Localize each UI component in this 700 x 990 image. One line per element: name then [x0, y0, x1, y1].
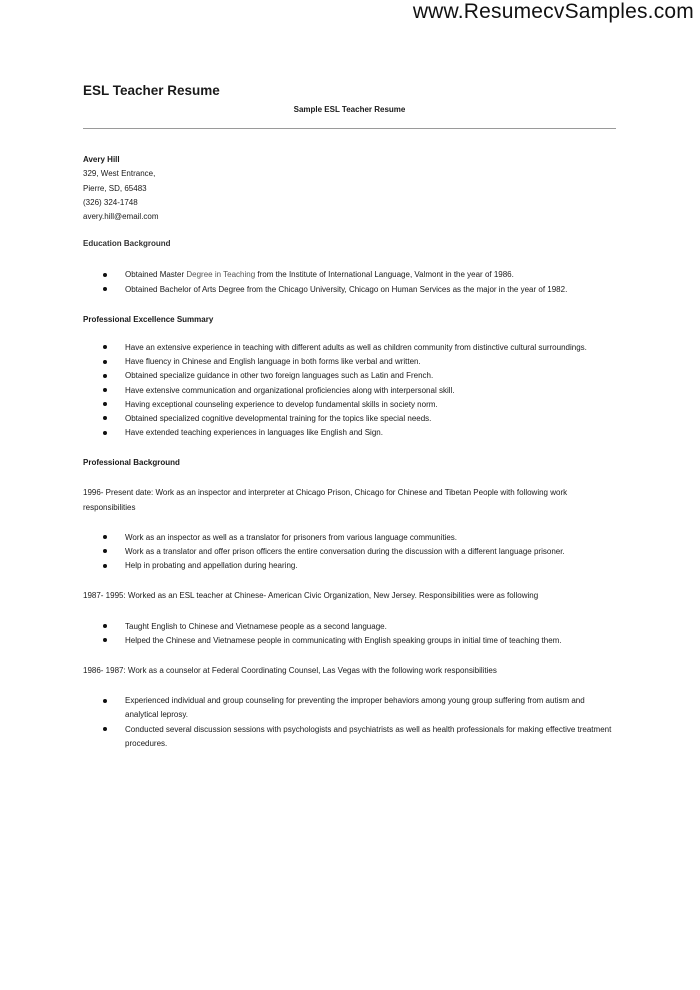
- background-heading: Professional Background: [83, 458, 180, 468]
- job-2-list: [83, 620, 616, 648]
- list-item: Help in probating and appellation during hearing.: [83, 559, 616, 573]
- address-line-1: 329, West Entrance,: [83, 169, 156, 179]
- list-item: Conducted several discussion sessions with psychologists and psychiatrists as well as health professionals for making effective treatment procedures.: [83, 723, 616, 751]
- job-1-summary: 1996- Present date: Work as an inspector and interpreter at Chicago Prison, Chicago for Chinese and Tibetan People with following work responsibilities: [83, 488, 568, 512]
- list-item: Experienced individual and group counseling for preventing the improper behaviors among young group suffering from autism and analytical leprosy.: [83, 694, 616, 722]
- list-item: [83, 268, 616, 282]
- list-item: Having exceptional counseling experience to develop fundamental skills in society norm.: [83, 398, 616, 412]
- resume-document: [83, 83, 616, 751]
- education-heading: Education Background: [83, 239, 171, 249]
- list-item: Have extended teaching experiences in languages like English and Sign.: [83, 426, 616, 440]
- degree-link[interactable]: Degree in Teaching: [186, 270, 256, 280]
- address-line-2: Pierre, SD, 65483: [83, 183, 147, 193]
- list-item: Taught English to Chinese and Vietnamese people as a second language.: [83, 620, 616, 634]
- job-1-list: [83, 531, 616, 574]
- resume-subtitle: Sample ESL Teacher Resume: [293, 105, 406, 114]
- list-item: Have fluency in Chinese and English language in both forms like verbal and written.: [83, 355, 616, 369]
- list-item: Have an extensive experience in teaching with different adults as well as children community from distinctive cultural surroundings.: [83, 341, 616, 355]
- edu-item-1-suffix: from the Institute of International Language, Valmont in the year of 1986.: [255, 270, 514, 280]
- site-watermark: www.ResumecvSamples.com: [412, 0, 694, 23]
- excellence-list: [83, 341, 616, 440]
- education-list: [83, 268, 616, 296]
- list-item: Obtained Bachelor of Arts Degree from the Chicago University, Chicago on Human Services as the major in the year of 1982.: [83, 283, 616, 297]
- list-item: Work as a translator and offer prison officers the entire conversation during the discussion with a different language prisoner.: [83, 545, 616, 559]
- edu-item-1-prefix: Obtained Master: [125, 270, 187, 280]
- title-divider: [83, 128, 616, 129]
- job-3-list: [83, 694, 616, 751]
- job-2-summary: 1987- 1995: Worked as an ESL teacher at Chinese- American Civic Organization, New Jersey. Responsibilities were as following: [83, 591, 539, 601]
- list-item: Helped the Chinese and Vietnamese people in communicating with English speaking groups in initial time of teaching them.: [83, 634, 616, 648]
- candidate-name: Avery Hill: [83, 155, 120, 164]
- contact-block: [83, 153, 616, 224]
- list-item: Have extensive communication and organizational proficiencies along with interpersonal skill.: [83, 384, 616, 398]
- job-3-summary: 1986- 1987: Work as a counselor at Federal Coordinating Counsel, Las Vegas with the following work responsibilities: [83, 665, 497, 675]
- excellence-heading: Professional Excellence Summary: [83, 314, 214, 324]
- phone: (326) 324-1748: [83, 197, 138, 207]
- email[interactable]: avery.hill@email.com: [83, 212, 159, 222]
- resume-title: ESL Teacher Resume: [83, 83, 220, 98]
- list-item: Work as an inspector as well as a translator for prisoners from various language communities.: [83, 531, 616, 545]
- list-item: Obtained specialize guidance in other two foreign languages such as Latin and French.: [83, 369, 616, 383]
- list-item: Obtained specialized cognitive developmental training for the topics like special needs.: [83, 412, 616, 426]
